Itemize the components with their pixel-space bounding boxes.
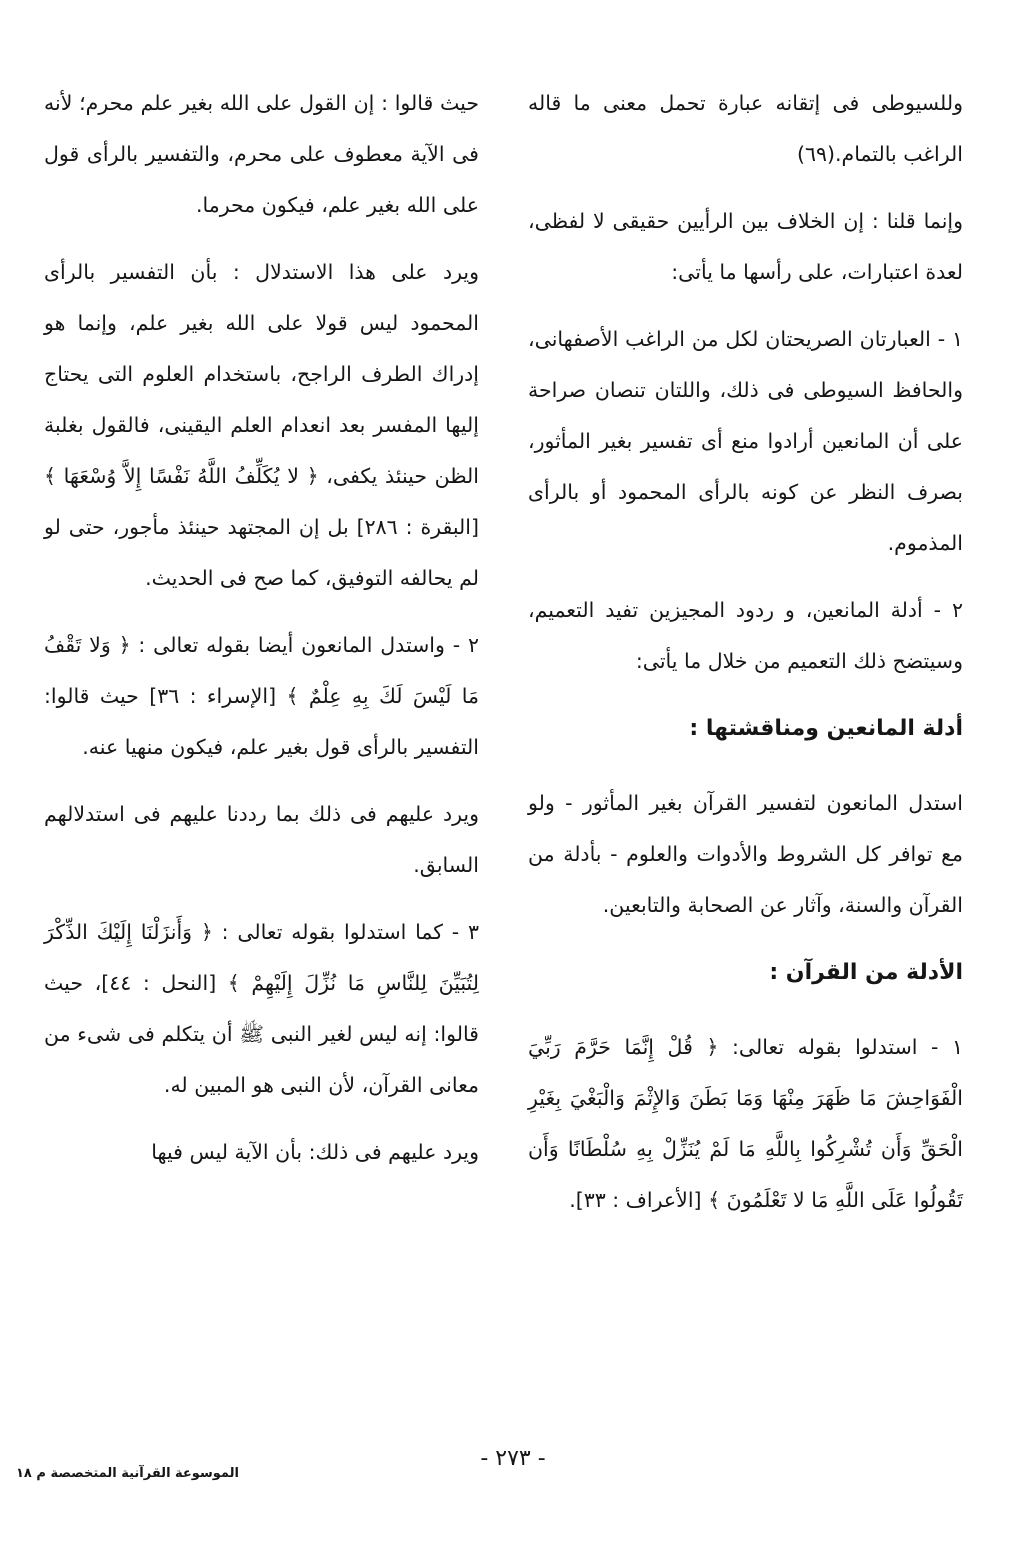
left-paragraph: حيث قالوا : إن القول على الله بغير علم محرم؛ لأنه فى الآية معطوف على محرم، والتفسير بالرأى قول على الله بغير علم، فيكون محرما. xyxy=(44,91,479,217)
right-column xyxy=(528,78,963,1242)
series-footnote: الموسوعة القرآنية المتخصصة م ١٨ xyxy=(16,1466,239,1481)
left-paragraph: ويرد عليهم فى ذلك بما رددنا عليهم فى استدلالهم السابق. xyxy=(44,802,479,877)
left-paragraph: ٣ - كما استدلوا بقوله تعالى : ﴿ وَأَنزَلْنَا إِلَيْكَ الذِّكْرَ لِتُبَيِّنَ لِلنَّاسِ مَا نُزِّلَ إِلَيْهِمْ ﴾ [النحل : ٤٤]، حيث قالوا: إنه ليس لغير النبى ﷺ أن يتكلم فى شىء من معانى القرآن، لأن النبى هو المبين له. xyxy=(44,920,479,1097)
left-paragraph: ٢ - واستدل المانعون أيضا بقوله تعالى : ﴿ وَلا تَقْفُ مَا لَيْسَ لَكَ بِهِ عِلْمٌ ﴾ [الإسراء : ٣٦] حيث قالوا: التفسير بالرأى قول بغير علم، فيكون منهيا عنه. xyxy=(44,633,479,759)
left-column xyxy=(44,78,479,1194)
left-paragraph: ويرد على هذا الاستدلال : بأن التفسير بالرأى المحمود ليس قولا على الله بغير علم، وإنما هو إدراك الطرف الراجح، باستخدام العلوم التى يحتاج إليها المفسر بعد انعدام العلم اليقينى، فالقول بغلبة الظن حينئذ يكفى، ﴿ لا يُكَلِّفُ اللَّهُ نَفْسًا إِلاَّ وُسْعَهَا ﴾ [البقرة : ٢٨٦] بل إن المجتهد حينئذ مأجور، حتى لو لم يحالفه التوفيق، كما صح فى الحديث. xyxy=(44,260,479,590)
right-paragraph: ١ - استدلوا بقوله تعالى: ﴿ قُلْ إِنَّمَا حَرَّمَ رَبِّيَ الْفَوَاحِشَ مَا ظَهَرَ مِنْهَا وَمَا بَطَنَ وَالإِثْمَ وَالْبَغْيَ بِغَيْرِ الْحَقِّ وَأَن تُشْرِكُوا بِاللَّهِ مَا لَمْ يُنَزِّلْ بِهِ سُلْطَانًا وَأَن تَقُولُوا عَلَى اللَّهِ مَا لا تَعْلَمُونَ ﴾ [الأعراف : ٣٣]. xyxy=(528,1035,963,1212)
right-paragraph: استدل المانعون لتفسير القرآن بغير المأثور - ولو مع توافر كل الشروط والأدوات والعلوم - بأدلة من القرآن والسنة، وآثار عن الصحابة والتابعين. xyxy=(528,791,963,917)
left-paragraph: ويرد عليهم فى ذلك: بأن الآية ليس فيها xyxy=(151,1140,479,1164)
right-heading: الأدلة من القرآن : xyxy=(769,960,963,985)
page-number: - ٢٧٣ - xyxy=(480,1446,546,1471)
right-heading: أدلة المانعين ومناقشتها : xyxy=(689,716,963,741)
right-paragraph: وللسيوطى فى إتقانه عبارة تحمل معنى ما قاله الراغب بالتمام.(٦٩) xyxy=(528,91,963,166)
right-paragraph: ١ - العبارتان الصريحتان لكل من الراغب الأصفهانى، والحافظ السيوطى فى ذلك، واللتان تنصان صراحة على أن المانعين أرادوا منع أى تفسير بغير المأثور، بصرف النظر عن كونه بالرأى المحمود أو بالرأى المذموم. xyxy=(528,327,963,555)
right-paragraph: وإنما قلنا : إن الخلاف بين الرأيين حقيقى لا لفظى، لعدة اعتبارات، على رأسها ما يأتى: xyxy=(528,209,963,284)
right-paragraph: ٢ - أدلة المانعين، و ردود المجيزين تفيد التعميم، وسيتضح ذلك التعميم من خلال ما يأتى: xyxy=(528,598,963,673)
